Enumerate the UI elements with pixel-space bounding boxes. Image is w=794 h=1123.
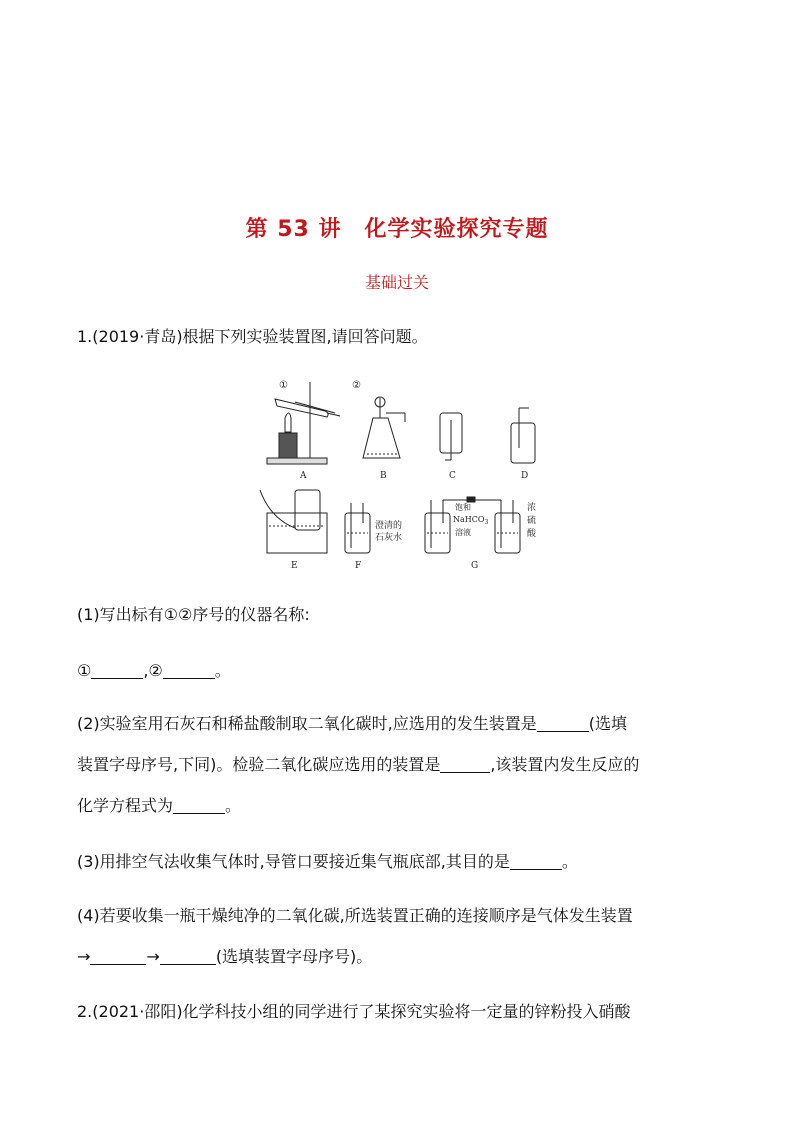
q1-part2-line1: (2)实验室用石灰石和稀盐酸制取二氧化碳时,应选用的发生装置是 (选填 — [77, 714, 628, 733]
g-right-annotation-3: 酸 — [527, 529, 537, 539]
apparatus-d — [511, 408, 535, 463]
f-annotation-1: 澄清的 — [375, 521, 403, 531]
label-d: D — [521, 471, 529, 481]
apparatus-c — [440, 413, 462, 460]
q2-stem: 2.(2021·邵阳)化学科技小组的同学进行了某探究实验将一定量的锌粉投入硝酸 — [77, 1002, 631, 1021]
g-left-annotation-3: 溶液 — [455, 528, 471, 537]
g-right-annotation-2: 硫 — [527, 516, 537, 526]
q1-part1: (1)写出标有①②序号的仪器名称: — [77, 605, 310, 624]
marker-1: ① — [279, 380, 288, 391]
apparatus-e — [260, 490, 327, 553]
label-e: E — [291, 561, 298, 571]
g-right-annotation-1: 浓 — [527, 503, 537, 513]
label-c: C — [449, 471, 456, 481]
answer-blank[interactable] — [163, 662, 215, 679]
q1-part2-line2: 装置字母序号,下同)。检验二氧化碳应选用的装置是 ,该装置内发生反应的 — [77, 755, 640, 774]
q1-part4-line2: → → (选填装置字母序号)。 — [77, 947, 373, 966]
answer-blank[interactable] — [510, 853, 562, 870]
q1-part4-line1: (4)若要收集一瓶干燥纯净的二氧化碳,所选装置正确的连接顺序是气体发生装置 — [77, 906, 633, 925]
marker-2: ② — [352, 380, 361, 391]
apparatus-f — [345, 503, 370, 553]
label-g: G — [471, 561, 479, 571]
label-b: B — [380, 471, 387, 481]
q1-part2-line3: 化学方程式为 。 — [77, 796, 242, 815]
answer-blank[interactable] — [160, 948, 216, 965]
apparatus-diagram — [255, 378, 555, 573]
f-annotation-2: 石灰水 — [375, 533, 403, 543]
section-subtitle: 基础过关 — [364, 273, 429, 292]
apparatus-b — [363, 397, 405, 458]
g-left-annotation-1: 饱和 — [455, 503, 471, 512]
answer-blank[interactable] — [440, 756, 490, 773]
q1-part1-blanks: ① ,② 。 — [77, 661, 231, 680]
q1-stem: 1.(2019·青岛)根据下列实验装置图,请回答问题。 — [77, 327, 428, 346]
apparatus-g — [425, 497, 520, 553]
answer-blank[interactable] — [173, 797, 225, 814]
label-a: A — [300, 471, 307, 481]
answer-blank[interactable] — [90, 948, 146, 965]
apparatus-a — [267, 382, 340, 464]
q1-part3: (3)用排空气法收集气体时,导管口要接近集气瓶底部,其目的是 。 — [77, 852, 578, 871]
label-f: F — [355, 561, 362, 571]
answer-blank[interactable] — [537, 715, 589, 732]
g-left-annotation-2: NaHCO$_3$ — [453, 515, 489, 526]
answer-blank[interactable] — [91, 662, 143, 679]
page-title: 第 53 讲 化学实验探究专题 — [245, 217, 549, 242]
